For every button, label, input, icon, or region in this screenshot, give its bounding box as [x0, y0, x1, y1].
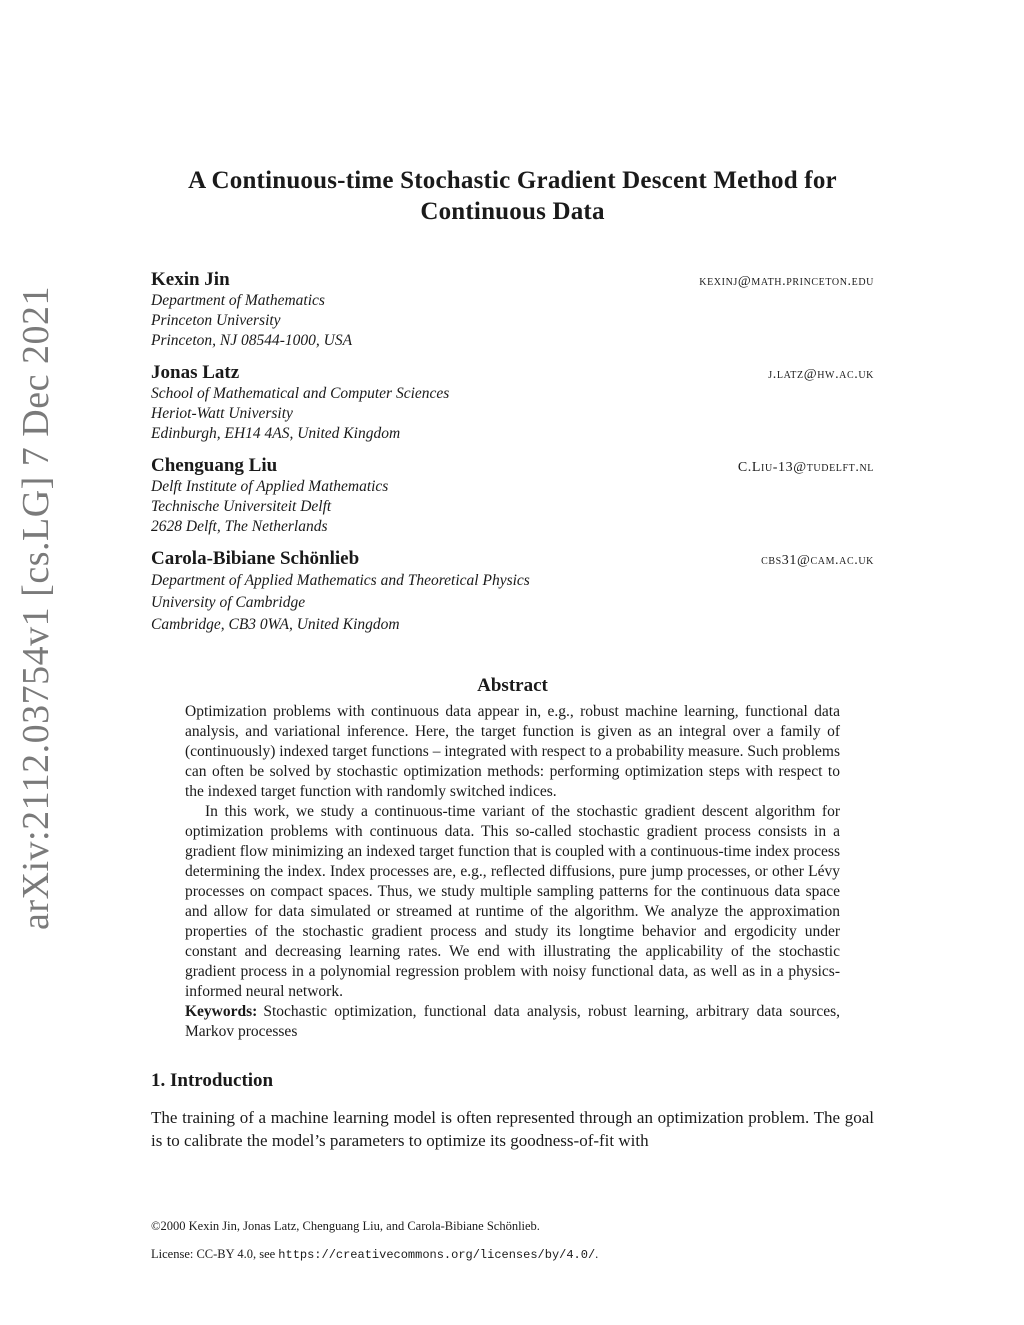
affiliation-line: School of Mathematical and Computer Sciences — [151, 385, 450, 402]
keywords-label: Keywords: — [185, 1003, 258, 1020]
abstract-paragraph: In this work, we study a continuous-time variant of the stochastic gradient descent algorithm for optimization problems with continuous data. This so-called stochastic gradient process consists in a gradient flow minimizing an indexed target function that is coupled with a continuous-time index process determining the index. Index processes are, e.g., reflected diffusions, pure jump processes, or other Lévy processes on compact spaces. Thus, we study multiple sampling patterns for the continuous data space and allow for data simulated or streamed at runtime of the algorithm. We analyze the approximation properties of the stochastic gradient process and study its longtime behavior and ergodicity under constant and decreasing learning rates. We end with illustrating the applicability of the stochastic gradient process in a polynomial regression problem with noisy functional data, as well as in a physics-informed neural network. — [185, 803, 840, 1000]
affiliation-line: Princeton, NJ 08544-1000, USA — [151, 332, 353, 349]
author-email[interactable]: cbs31@cam.ac.uk — [761, 553, 874, 568]
author-email[interactable]: C.Liu-13@tudelft.nl — [737, 460, 874, 475]
affiliation-line: Technische Universiteit Delft — [151, 498, 332, 515]
paper-page — [151, 165, 874, 1152]
author-block — [151, 362, 874, 444]
affiliation-line: Department of Mathematics — [151, 292, 325, 309]
author-block — [151, 548, 874, 636]
author-name: Chenguang Liu — [151, 455, 278, 476]
author-block — [151, 269, 874, 351]
author-email[interactable]: j.latz@hw.ac.uk — [768, 367, 874, 382]
affiliation-line: Edinburgh, EH14 4AS, United Kingdom — [151, 425, 401, 442]
affiliation-line: Cambridge, CB3 0WA, United Kingdom — [151, 616, 400, 633]
affiliation-line: University of Cambridge — [151, 594, 306, 611]
abstract-section — [185, 676, 840, 1042]
page-footer — [151, 1212, 598, 1269]
license-prefix: License: CC-BY 4.0, see — [151, 1247, 276, 1261]
abstract-paragraph: Optimization problems with continuous data appear in, e.g., robust machine learning, functional data analysis, and variational inference. Here, the target function is given as an integral over a family of (continuously) indexed target functions – integrated with respect to a probability measure. Such problems can often be solved by stochastic optimization methods: performing optimization steps with respect to the indexed target function with randomly switched indices. — [185, 703, 840, 800]
body-paragraph: The training of a machine learning model is often represented through an optimization problem. The goal is to calibrate the model’s parameters to optimize its goodness-of-fit with — [151, 1108, 874, 1150]
author-name: Jonas Latz — [151, 362, 240, 383]
keywords-text: Stochastic optimization, functional data analysis, robust learning, arbitrary data sources, Markov processes — [185, 1003, 840, 1040]
affiliation-line: Heriot-Watt University — [151, 405, 293, 422]
license-link[interactable]: https://creativecommons.org/licenses/by/4.0/ — [278, 1248, 596, 1262]
affiliation-line: 2628 Delft, The Netherlands — [151, 518, 328, 535]
author-name: Kexin Jin — [151, 269, 230, 290]
author-email[interactable]: kexinj@math.princeton.edu — [699, 274, 874, 289]
paper-title: A Continuous-time Stochastic Gradient Descent Method for Continuous Data — [188, 167, 837, 225]
section-heading: 1. Introduction — [151, 1070, 274, 1091]
affiliation-line: Delft Institute of Applied Mathematics — [151, 478, 389, 495]
arxiv-identifier: arXiv:2112.03754v1 [cs.LG] 7 Dec 2021 — [15, 286, 57, 930]
keywords — [185, 1002, 840, 1042]
affiliation-line: Department of Applied Mathematics and Theoretical Physics — [151, 572, 530, 589]
author-block — [151, 455, 874, 537]
copyright-notice: ©2000 Kexin Jin, Jonas Latz, Chenguang Liu, and Carola-Bibiane Schönlieb. — [151, 1219, 540, 1233]
license-suffix: . — [595, 1247, 599, 1261]
abstract-heading: Abstract — [477, 675, 548, 696]
author-name: Carola-Bibiane Schönlieb — [151, 548, 360, 569]
affiliation-line: Princeton University — [151, 312, 281, 329]
license-notice — [151, 1240, 598, 1269]
